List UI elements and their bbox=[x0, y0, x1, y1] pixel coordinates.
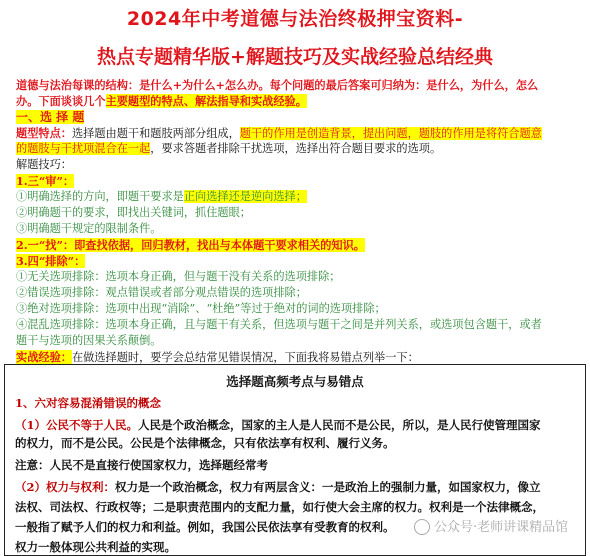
intro-text: 办。下面谈谈几个 bbox=[16, 94, 106, 108]
step3-title-text: 3.四“排除”： bbox=[16, 254, 86, 268]
box-title: 选择题高频考点与易错点 bbox=[226, 374, 364, 389]
step1-item3: ③明确题干规定的限制条件。 bbox=[16, 222, 162, 235]
step3-item3: ③绝对选项排除：选项中出现“消除”、“杜绝”等过于绝对的词的选项排除； bbox=[16, 302, 386, 315]
wechat-icon bbox=[414, 519, 430, 535]
step3-item4: ④混乱选项排除：选项本身正确，且与题干有关系，但选项与题干之间是并列关系，或选项包含题干，或者 bbox=[16, 318, 542, 331]
tips-label: 解题技巧： bbox=[16, 158, 72, 171]
feature-highlight-b: 题干的作用是创造背景，提出问题，题肢的作用是将符合题意 bbox=[239, 127, 542, 140]
step1-item2: ②明确题干的要求，即找出关键词，抓住题眼； bbox=[16, 206, 251, 219]
feature-text-d: ，要求答题者排除干扰选项，选择出符合题目要求的选项。 bbox=[150, 142, 442, 155]
document-title-line2: 热点专题精华版+解题技巧及实战经验总结经典 bbox=[97, 46, 493, 68]
box-subheading: 1、六对容易混淆错误的概念 bbox=[15, 396, 162, 410]
watermark-text: 公众号·老师讲课精品馆 bbox=[434, 520, 569, 535]
experience-text: 在做选择题时，要学会总结常见错误情况，下面我将易错点列举一下： bbox=[71, 351, 419, 364]
box-item1-text: 人民是个政治概念，国家的主人是人民而不是公民，所以，是人民行使管理国家 bbox=[138, 418, 541, 432]
box-item2-line4: 权力一般体现公共利益的实现。 bbox=[15, 540, 176, 554]
document-title-line1: 2024年中考道德与法治终极押宝资料- bbox=[126, 8, 464, 30]
watermark bbox=[414, 516, 568, 536]
step1-item1 bbox=[16, 189, 582, 205]
step1-title-text: 1.三“审”： bbox=[16, 174, 75, 188]
section1-heading bbox=[16, 109, 582, 125]
feature-line1 bbox=[16, 125, 582, 142]
step1-item1-highlight: 正向选择还是逆向选择； bbox=[183, 190, 307, 203]
step3-title bbox=[16, 253, 582, 269]
box-note: 注意：人民不是直接行使国家权力，选择题经常考 bbox=[15, 458, 268, 472]
feature-line2 bbox=[16, 141, 582, 157]
box-item1-line2: 的权力，而不是公民。公民是个法律概念，只有依法享有权利、履行义务。 bbox=[15, 436, 395, 450]
box-item1-line1 bbox=[15, 417, 579, 434]
intro-highlight: 主要题型的特点、解法指导和实战经验。 bbox=[105, 94, 307, 108]
box-item2-line1 bbox=[15, 479, 579, 496]
box-item2-text: 权力是一个政治概念，权力有两层含义：一是政治上的强制力量，如国家权力，像立 bbox=[115, 480, 541, 494]
box-item2-label: （2）权力与权利： bbox=[15, 480, 116, 494]
step3-item2: ②错误选项排除：观点错误或者部分观点错误的选项排除； bbox=[16, 286, 307, 299]
box-item2-line2: 法权、司法权、行政权等；二是职责范围内的支配力量，如行使大会主席的权力。权利是一个法律概念， bbox=[15, 500, 544, 514]
step1-title bbox=[16, 173, 582, 189]
step1-item1-text: ①明确选择的方向，即题干要求是 bbox=[16, 190, 184, 203]
step2-text: 2.一“找”：即查找依据，回归教材，找出与本体题干要求相关的知识。 bbox=[16, 238, 365, 252]
step3-item5: 题干与选项的因果关系颠倒。 bbox=[16, 334, 162, 347]
experience-label: 实战经验： bbox=[16, 350, 72, 364]
feature-label: 题型特点： bbox=[16, 126, 72, 140]
step2 bbox=[16, 237, 582, 253]
section1-heading-text: 一、选 择 题 bbox=[16, 110, 85, 124]
intro-line2 bbox=[16, 93, 582, 109]
box-item2-line3: 一般指了赋予人们的权力和利益。例如，我国公民依法享有受教育的权利。 bbox=[15, 520, 395, 534]
box-item1-label: （1）公民不等于人民。 bbox=[15, 418, 139, 432]
step3-item1: ①无关选项排除：选项本身正确，但与题干没有关系的选项排除； bbox=[16, 270, 341, 283]
feature-text-a: 选择题由题干和题肢两部分组成， bbox=[71, 127, 240, 140]
intro-line1: 道德与法治每课的结构：是什么+为什么+怎么办。每个问题的最后答案可归纳为：是什么，为什么，怎么 bbox=[16, 78, 539, 92]
feature-highlight-c: 的题肢与干扰项混合在一起 bbox=[16, 142, 151, 155]
